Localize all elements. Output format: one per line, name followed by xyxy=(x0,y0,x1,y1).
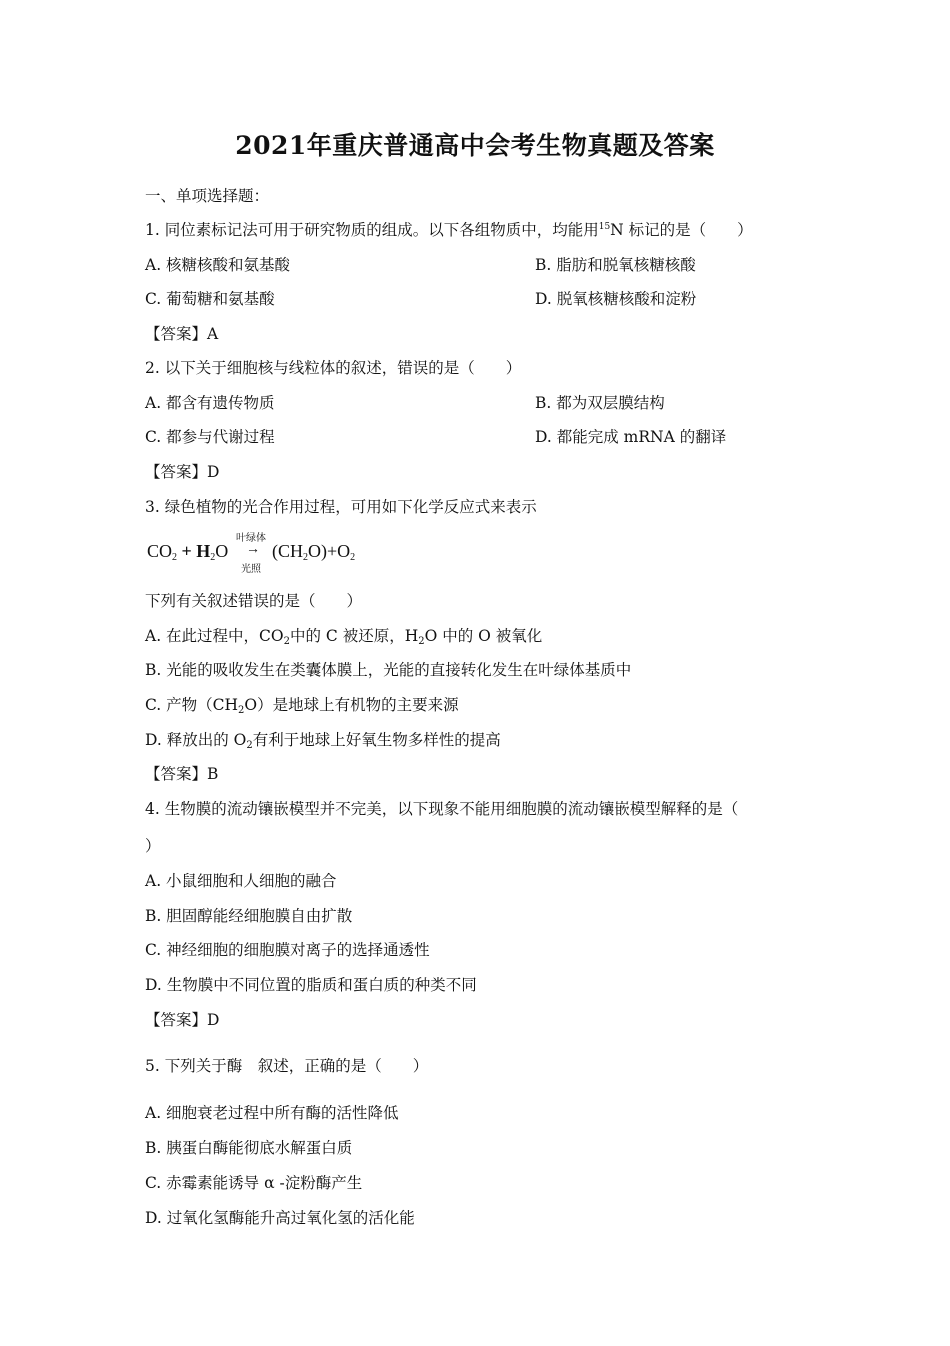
equation-reactants: $CO_2 + H_2O$ xyxy=(147,541,229,563)
question-5-option-c: C. 赤霉素能诱导 α -淀粉酶产生 xyxy=(145,1174,363,1192)
question-3-option-b: B. 光能的吸收发生在类囊体膜上，光能的直接转化发生在叶绿体基质中 xyxy=(145,661,632,679)
equation-products: $(CH_2O)+O_2$ xyxy=(272,541,356,563)
question-1-answer: 【答案】A xyxy=(145,325,219,343)
question-4-stem-cont: ） xyxy=(145,837,161,855)
question-5-stem: 5. 下列关于酶 叙述，正确的是（ ） xyxy=(145,1057,429,1075)
question-1-option-b: B. 脂肪和脱氧核糖核酸 xyxy=(535,256,696,274)
page-title: 2021年重庆普通高中会考生物真题及答案 xyxy=(235,131,715,160)
question-5-option-a: A. 细胞衰老过程中所有酶的活性降低 xyxy=(145,1104,399,1122)
question-2-option-d: D. 都能完成 mRNA 的翻译 xyxy=(535,428,727,446)
question-3-option-c: C. 产物$(CH_2O)$是地球上有机物的主要来源 xyxy=(145,696,459,716)
question-4-answer: 【答案】D xyxy=(145,1011,220,1029)
question-4-stem: 4. 生物膜的流动镶嵌模型并不完美，以下现象不能用细胞膜的流动镶嵌模型解释的是（ xyxy=(145,800,739,818)
question-4-option-d: D. 生物膜中不同位置的脂质和蛋白质的种类不同 xyxy=(145,976,477,994)
question-2-option-a: A. 都含有遗传物质 xyxy=(145,394,275,412)
section-heading: 一、单项选择题： xyxy=(145,187,270,205)
photosynthesis-equation xyxy=(145,533,405,573)
question-4-option-a: A. 小鼠细胞和人细胞的融合 xyxy=(145,872,337,890)
question-3-answer: 【答案】B xyxy=(145,765,219,783)
equation-arrow: → xyxy=(246,542,260,557)
question-2-option-c: C. 都参与代谢过程 xyxy=(145,428,275,446)
question-5-option-b: B. 胰蛋白酶能彻底水解蛋白质 xyxy=(145,1139,353,1157)
question-1-option-d: D. 脱氧核糖核酸和淀粉 xyxy=(535,290,697,308)
equation-catalyst: 叶绿体 xyxy=(236,533,266,544)
question-4-option-c: C. 神经细胞的细胞膜对离子的选择通透性 xyxy=(145,941,430,959)
equation-condition: 光照 xyxy=(241,564,261,575)
question-1-option-a: A. 核糖核酸和氨基酸 xyxy=(145,256,291,274)
question-1-option-c: C. 葡萄糖和氨基酸 xyxy=(145,290,275,308)
question-2-answer: 【答案】D xyxy=(145,463,220,481)
question-4-option-b: B. 胆固醇能经细胞膜自由扩散 xyxy=(145,907,353,925)
question-3-follow: 下列有关叙述错误的是（ ） xyxy=(145,592,363,610)
question-1-stem: 1. 同位素标记法可用于研究物质的组成。以下各组物质中，均能用$^{15}$N 标记的是（ ） xyxy=(145,221,753,239)
question-5-option-d: D. 过氧化氢酶能升高过氧化氢的活化能 xyxy=(145,1209,415,1227)
question-2-option-b: B. 都为双层膜结构 xyxy=(535,394,665,412)
question-3-stem: 3. 绿色植物的光合作用过程，可用如下化学反应式来表示 xyxy=(145,498,537,516)
question-2-stem: 2. 以下关于细胞核与线粒体的叙述，错误的是（ ） xyxy=(145,359,522,377)
question-3-option-d: D. 释放出的 $O_2$有利于地球上好氧生物多样性的提高 xyxy=(145,731,501,751)
question-3-option-a: A. 在此过程中，$CO_2$中的 C 被还原，$H_2O$ 中的 O 被氧化 xyxy=(145,627,543,647)
